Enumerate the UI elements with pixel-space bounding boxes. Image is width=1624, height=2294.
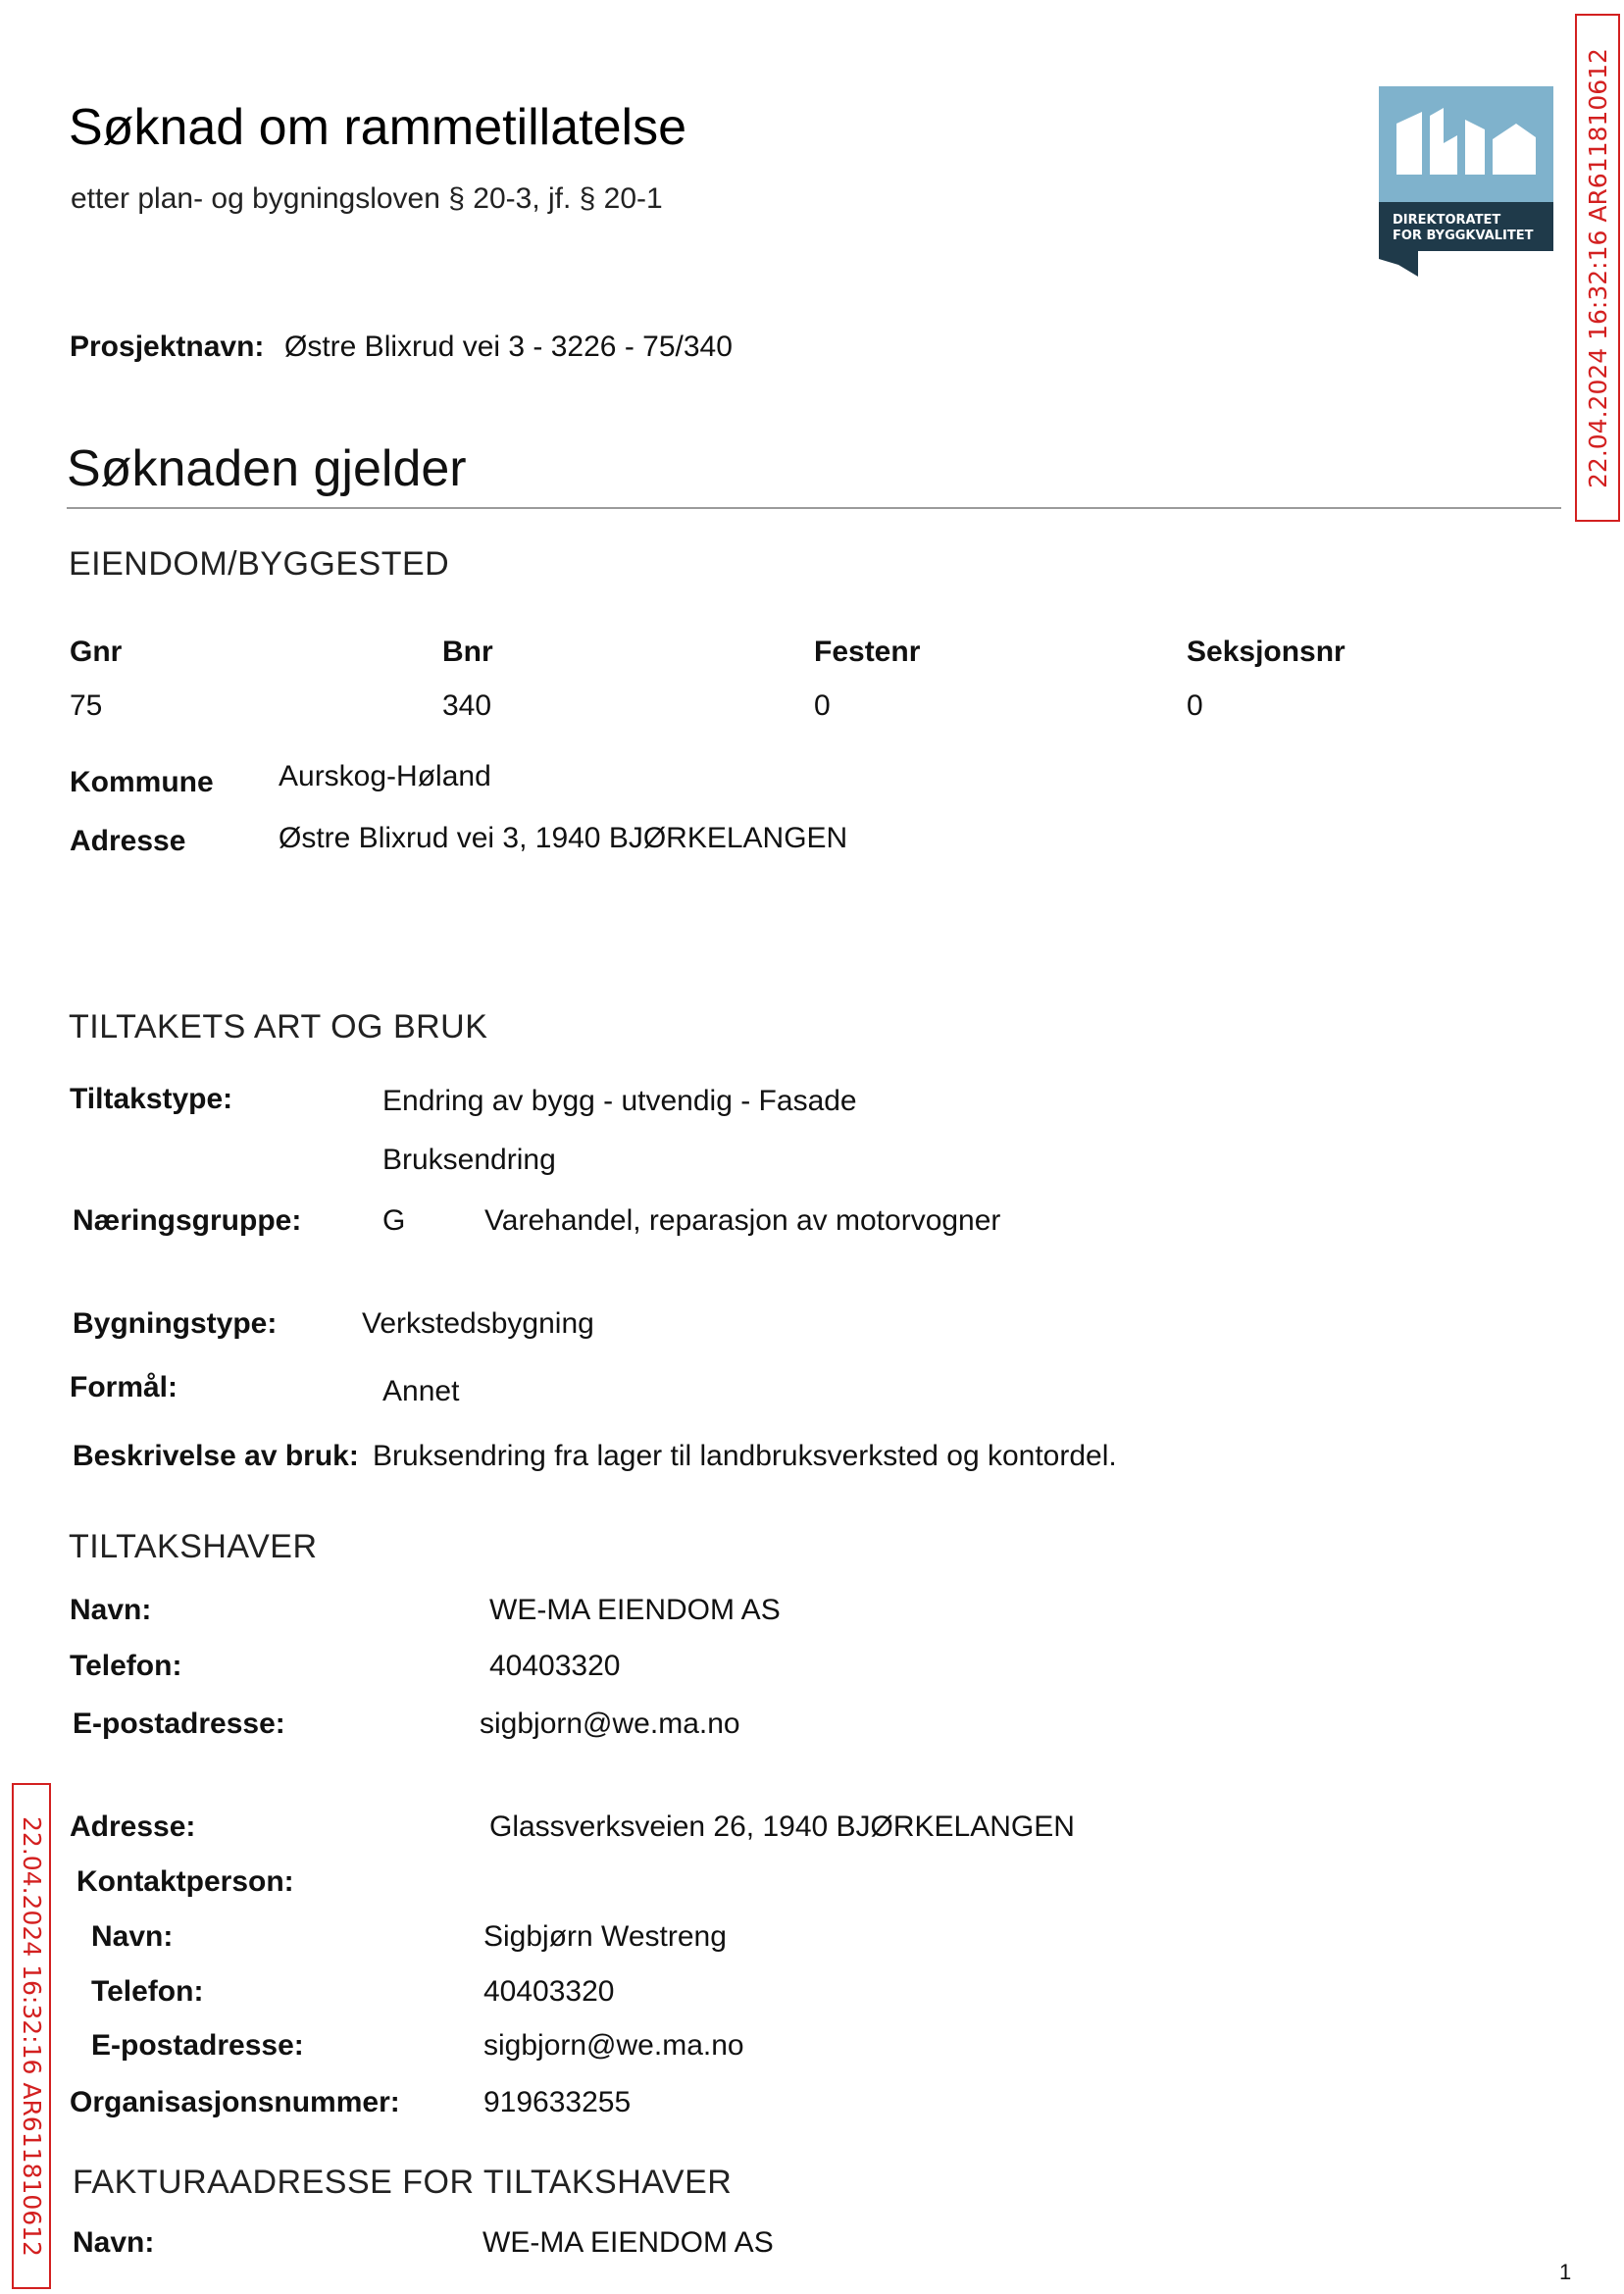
logo-text-line1: DIREKTORATET (1393, 213, 1501, 228)
orgnr-value: 919633255 (483, 2086, 632, 2118)
project-name-value: Østre Blixrud vei 3 - 3226 - 75/340 (284, 331, 733, 363)
section-divider (67, 507, 1561, 509)
value-festenr: 0 (814, 689, 831, 722)
dibk-logo (1379, 86, 1553, 277)
tiltakshaver-adresse-label: Adresse: (70, 1810, 196, 1843)
kontakt-telefon-label: Telefon: (91, 1975, 204, 2008)
document-subtitle: etter plan- og bygningsloven § 20-3, jf. § 20-1 (71, 182, 663, 215)
formaal-label: Formål: (70, 1371, 178, 1403)
receipt-stamp-side (12, 1783, 51, 2289)
kontakt-epost-value: sigbjorn@we.ma.no (483, 2029, 744, 2062)
value-seksjonsnr: 0 (1187, 689, 1203, 722)
kontakt-navn-value: Sigbjørn Westreng (483, 1920, 727, 1953)
orgnr-label: Organisasjonsnummer: (70, 2086, 400, 2118)
project-name-label: Prosjektnavn: (70, 331, 265, 363)
col-gnr: Gnr (70, 636, 123, 668)
tiltakstype-value-1: Endring av bygg - utvendig - Fasade (382, 1085, 857, 1117)
tiltakshaver-epost-value: sigbjorn@we.ma.no (480, 1708, 740, 1740)
col-festenr: Festenr (814, 636, 921, 668)
tiltakshaver-telefon-label: Telefon: (70, 1650, 182, 1682)
formaal-value: Annet (382, 1375, 460, 1407)
tiltakstype-value-2: Bruksendring (382, 1144, 556, 1176)
tiltakshaver-heading: TILTAKSHAVER (69, 1528, 318, 1565)
kontakt-epost-label: E-postadresse: (91, 2029, 304, 2062)
faktura-navn-value: WE-MA EIENDOM AS (482, 2226, 774, 2259)
dibk-logo-graphic (1379, 86, 1553, 277)
beskrivelse-label: Beskrivelse av bruk: (73, 1440, 359, 1472)
page-number: 1 (1559, 2260, 1572, 2284)
value-bnr: 340 (442, 689, 492, 722)
receipt-stamp-top (1575, 14, 1620, 522)
col-bnr: Bnr (442, 636, 493, 668)
beskrivelse-value: Bruksendring fra lager til landbruksverksted og kontordel. (373, 1440, 1117, 1472)
bygningstype-label: Bygningstype: (73, 1307, 278, 1340)
tiltakshaver-telefon-value: 40403320 (489, 1650, 621, 1682)
bygningstype-value: Verkstedsbygning (362, 1307, 594, 1340)
logo-text-line2: FOR BYGGKVALITET (1393, 229, 1534, 243)
faktura-navn-label: Navn: (73, 2226, 155, 2259)
kontakt-telefon-value: 40403320 (483, 1975, 615, 2008)
tiltak-heading: TILTAKETS ART OG BRUK (69, 1008, 488, 1045)
tiltakshaver-navn-label: Navn: (70, 1594, 152, 1626)
receipt-stamp-text: 22.04.2024 16:32:16 AR611810612 (1583, 47, 1612, 488)
kommune-label: Kommune (70, 766, 214, 798)
document-title: Søknad om rammetillatelse (69, 99, 686, 156)
col-seksjonsnr: Seksjonsnr (1187, 636, 1345, 668)
tiltakshaver-navn-value: WE-MA EIENDOM AS (489, 1594, 781, 1626)
adresse-label: Adresse (70, 825, 186, 857)
tiltakshaver-epost-label: E-postadresse: (73, 1708, 285, 1740)
tiltakstype-label: Tiltakstype: (70, 1083, 233, 1115)
section-heading: Søknaden gjelder (67, 440, 467, 497)
naeringsgruppe-code: G (382, 1204, 406, 1237)
receipt-stamp-text: 22.04.2024 16:32:16 AR611810612 (17, 1815, 46, 2257)
naeringsgruppe-label: Næringsgruppe: (73, 1204, 302, 1237)
property-heading: EIENDOM/BYGGESTED (69, 545, 450, 583)
tiltakshaver-adresse-value: Glassverksveien 26, 1940 BJØRKELANGEN (489, 1810, 1075, 1843)
value-gnr: 75 (70, 689, 103, 722)
kontaktperson-label: Kontaktperson: (76, 1865, 294, 1898)
adresse-value: Østre Blixrud vei 3, 1940 BJØRKELANGEN (279, 822, 848, 854)
faktura-heading: FAKTURAADRESSE FOR TILTAKSHAVER (73, 2164, 733, 2201)
kontakt-navn-label: Navn: (91, 1920, 174, 1953)
naeringsgruppe-desc: Varehandel, reparasjon av motorvogner (484, 1204, 1001, 1237)
kommune-value: Aurskog-Høland (279, 760, 491, 792)
